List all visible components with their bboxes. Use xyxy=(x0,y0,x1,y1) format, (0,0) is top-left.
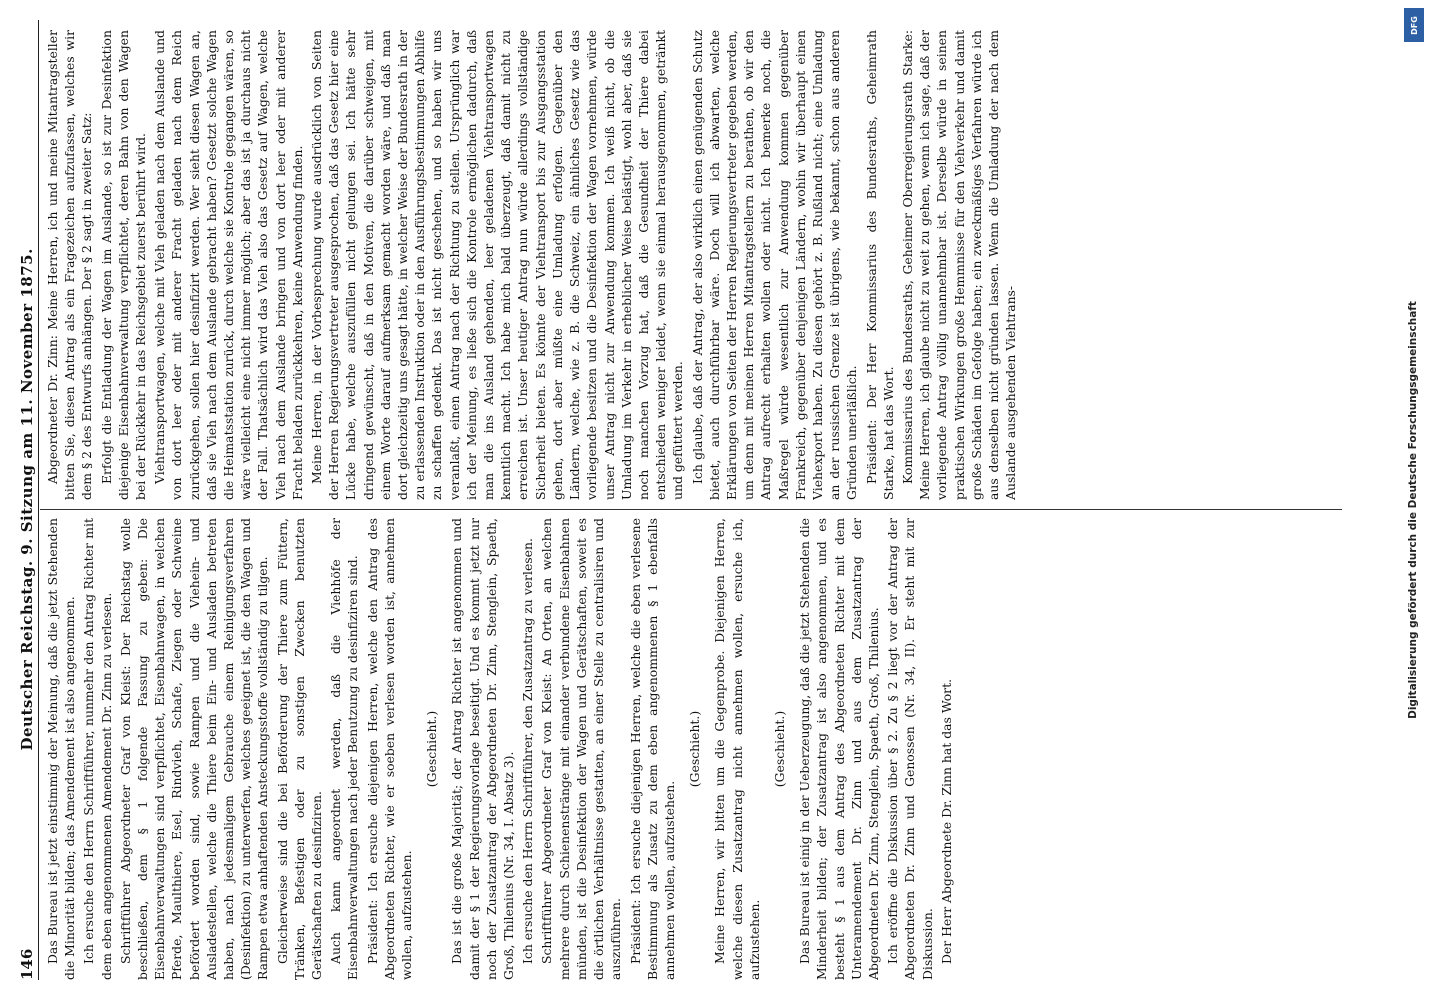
page-header xyxy=(10,20,39,980)
paragraph: Ich ersuche den Herrn Schriftführer, den Zusatzantrag zu verlesen. xyxy=(520,538,536,964)
left-column xyxy=(44,518,1342,980)
right-column xyxy=(44,30,1342,500)
paragraph: Erfolgt die Entladung der Wagen im Auslande, so ist zur Desinfektion diejenige Eisenbahnverwaltung verpflichtet, deren Bahn von den Wagen bei der Rückkehr in das Reichsgebiet zuerst berührt wird. xyxy=(98,30,149,500)
paragraph: Das Bureau ist einig in der Ueberzeugung, daß die jetzt Stehenden die Minderheit bilden; der Zusatzantrag ist also angenommen, und es besteht § 1 aus dem Antrag des Abgeordneten Richter mit dem Unteramendement Dr. Zinn und aus dem Zusatzantrag der Abgeordneten Dr. Zinn, Stenglein, Spaeth, Groß, Thilenius. xyxy=(797,518,881,980)
paragraph: Meine Herren, wir bitten um die Gegenprobe. Diejenigen Herren, welche diesen Zusatzantrag nicht annehmen wollen, ersuche ich, aufzustehen. xyxy=(712,518,762,980)
page-number: 146 xyxy=(18,948,36,980)
paragraph: Auch kann angeordnet werden, daß die Viehhöfe der Eisenbahnverwaltungen nach jeder Benutzung zu desinfiziren sind. xyxy=(328,518,361,980)
paragraph: (Geschieht.) xyxy=(687,710,703,788)
scanned-page xyxy=(10,10,1350,990)
paragraph: Ich glaube, daß der Antrag, der also wirklich einen genügenden Schutz bietet, auch durchführbar wäre. Doch will ich abwarten, welche Erklärungen von Seiten der Herren Regierungsvertreter gegeben werden, um denn mit meinen Herren Mitantragstellern zu berathen, ob wir den Antrag aufrecht erhalten wollen oder nicht. Ich bemerke noch, die Maßregel würde wesentlich zur Anwendung kommen gegenüber Frankreich, gegenüber denjenigen Ländern, wohin wir überhaupt einen Viehexport haben. Zu diesen gehört z. B. Rußland nicht; eine Umladung an der russischen Grenze ist übrigens, wie bekannt, schon aus anderen Gründen unerläßlich. xyxy=(689,30,860,500)
dfg-logo: DFG xyxy=(1404,8,1424,42)
paragraph: Gleicherweise sind die bei Beförderung der Thiere zum Füttern, Tränken, Befestigen oder zu sonstigen Zwecken benutzten Gerätschaften zu desinfiziren. xyxy=(274,518,325,980)
paragraph: Präsident: Der Herr Kommissarius des Bundesraths, Geheimrath Starke, hat das Wort. xyxy=(863,30,896,500)
page-title: Deutscher Reichstag. 9. Sitzung am 11. November 1875. xyxy=(18,248,36,751)
paragraph: Kommissarius des Bundesraths, Geheimer Oberregierungsrath Starke: Meine Herren, ich glaube nicht zu weit zu gehen, wenn ich sage, daß der vorliegende Antrag völlig unannehmbar ist. Derselbe würde in seinen praktischen Wirkungen große Hemmnisse für den Viehverkehr und damit große Schäden im Gefolge haben; ein zweckmäßiges Verfahren würde ich aus denselben nicht gründen lassen. Wenn die Umladung der nach dem Auslande ausgehenden Viehtrans- xyxy=(899,30,1019,500)
paragraph: Schriftführer Abgeordneter Graf von Kleist: Der Reichstag wolle beschließen, dem § 1 folgende Fassung zu geben: Die Eisenbahnverwaltungen sind verpflichtet, Eisenbahnwagen, in welchen Pferde, Maulthiere, Esel, Rindvieh, Schafe, Ziegen oder Schweine befördert worden sind, sowie Rampen und die Viehein- und Ausladestellen, welche die Thiere beim Ein- und Ausladen betreten haben, nach jedesmaligem Gebrauche einem Reinigungsverfahren (Desinfektion) zu unterwerfen, welches geeignet ist, die den Wagen und Rampen etwa anhaftenden Ansteckungsstoffe vollständig zu tilgen. xyxy=(117,518,271,980)
rotated-page-content xyxy=(10,10,1350,990)
paragraph: (Geschieht.) xyxy=(424,710,440,788)
column-divider xyxy=(40,509,1342,510)
paragraph: Ich ersuche den Herrn Schriftführer, nunmehr den Antrag Richter mit dem eben angenommenen Amendement Dr. Zinn zu verlesen. xyxy=(81,518,114,980)
digitization-credit: Digitalisierung gefördert durch die Deutsche Forschungsgemeinschaft xyxy=(1407,301,1420,719)
paragraph: Meine Herren, in der Vorbesprechung wurde ausdrücklich von Seiten der Herren Regierungsvertreter ausgesprochen, daß das Gesetz hier eine Lücke habe, welche auszufüllen nicht gelungen sei. Ich hätte sehr dringend gewünscht, daß in den Motiven, die darüber schweigen, mit einem Worte darauf aufmerksam gemacht worden wäre, und daß man dort gleichzeitig uns gesagt hätte, in welcher Weise der Bundesrath in der zu erlassenden Instruktion oder in den Ausführungsbestimmungen Abhilfe zu schaffen gedenkt. Das ist nicht geschehen, und so haben wir uns veranlaßt, einen Antrag nach der Richtung zu stellen. Ursprünglich war ich der Meinung, es ließe sich die Kontrole ermöglichen dadurch, daß man die ins Ausland gehenden, leer geladenen Viehtransportwagen kenntlich macht. Ich habe mich bald überzeugt, daß damit nicht zu erreichen ist. Unser heutiger Antrag nun würde allerdings vollständige Sicherheit bieten. Es könnte der Viehtransport bis zur Ausgangsstation gehen, dort aber müßte eine Umladung erfolgen. Gegenüber den Ländern, welche, wie z. B. die Schweiz, ein ähnliches Gesetz wie das vorliegende besitzen und die Desinfektion der Wagen vornehmen, würde unser Antrag nicht zur Anwendung kommen. Ich weiß nicht, ob die Umladung im Verkehr in erheblicher Weise belästigt, wohl aber, daß sie noch manchen Vorzug hat, daß die Gesundheit der Thiere dabei entschieden weniger leidet, wenn sie einmal herausgenommen, getränkt und gefüttert werden. xyxy=(309,30,686,500)
paragraph: Das Bureau ist jetzt einstimmig der Meinung, daß die jetzt Stehenden die Minorität bilden; das Amendement ist also angenommen. xyxy=(45,518,78,980)
paragraph: Präsident: Ich ersuche diejenigen Herren, welche den Antrag des Abgeordneten Richter, wie er soeben verlesen worden ist, annehmen wollen, aufzustehen. xyxy=(364,518,415,980)
paragraph: Abgeordneter Dr. Zinn: Meine Herren, ich und meine Mitantragsteller bitten Sie, diesen Antrag als ein Fragezeichen aufzufassen, welches wir dem § 2 des Entwurfs anhängen. Der § 2 sagt in zweiter Satz: xyxy=(45,30,95,500)
paragraph: Ich eröffne die Diskussion über § 2. Zu § 2 liegt vor der Antrag der Abgeordneten Dr. Zinn und Genossen (Nr. 34, II). Er steht mit zur Diskussion. xyxy=(885,518,935,980)
paragraph: Schriftführer Abgeordneter Graf von Kleist: An Orten, an welchen mehrere durch Schienenstränge mit einander verbundene Eisenbahnen münden, ist die Desinfektion der Wagen und Gerätschaften, soweit es die örtlichen Verhältnisse gestatten, an einer Stelle zu centralisiren und auszuführen. xyxy=(539,518,624,980)
paragraph: Viehtransportwagen, welche mit Vieh geladen nach dem Auslande und von dort leer oder mit anderer Fracht geladen nach dem Reich zurückgehen, sollen hier desinfizirt werden. Wer sieht diesen Wagen an, daß sie Vieh nach dem Auslande gebracht haben? Gesetzt solche Wagen die Heimatsstation zurück, durch welche sie Kontrole gegangen wären, so wäre vielleicht eine nicht immer möglich; aber das ist ja durchaus nicht der Fall. Thatsächlich wird das Vieh also das Gesetz auf Wagen, welche Vieh nach dem Auslande bringen und von dort leer oder mit anderer Fracht beladen zurückkehren, keine Anwendung finden. xyxy=(152,30,305,500)
paragraph: Das ist die große Majorität; der Antrag Richter ist angenommen und damit der § 1 der Regierungsvorlage beseitigt. Und es kommt jetzt nur noch der Zusatzantrag der Abgeordneten Dr. Zinn, Stenglein, Spaeth, Groß, Thilenius (Nr. 34, I. Absatz 3). xyxy=(449,518,517,980)
paragraph: (Geschieht.) xyxy=(771,710,787,788)
paragraph: Präsident: Ich ersuche diejenigen Herren, welche die eben verlesene Bestimmung als Zusatz zu dem eben angenommenen § 1 ebenfalls annehmen wollen, aufzustehen. xyxy=(627,518,677,980)
paragraph: Der Herr Abgeordnete Dr. Zinn hat das Wort. xyxy=(938,678,954,964)
